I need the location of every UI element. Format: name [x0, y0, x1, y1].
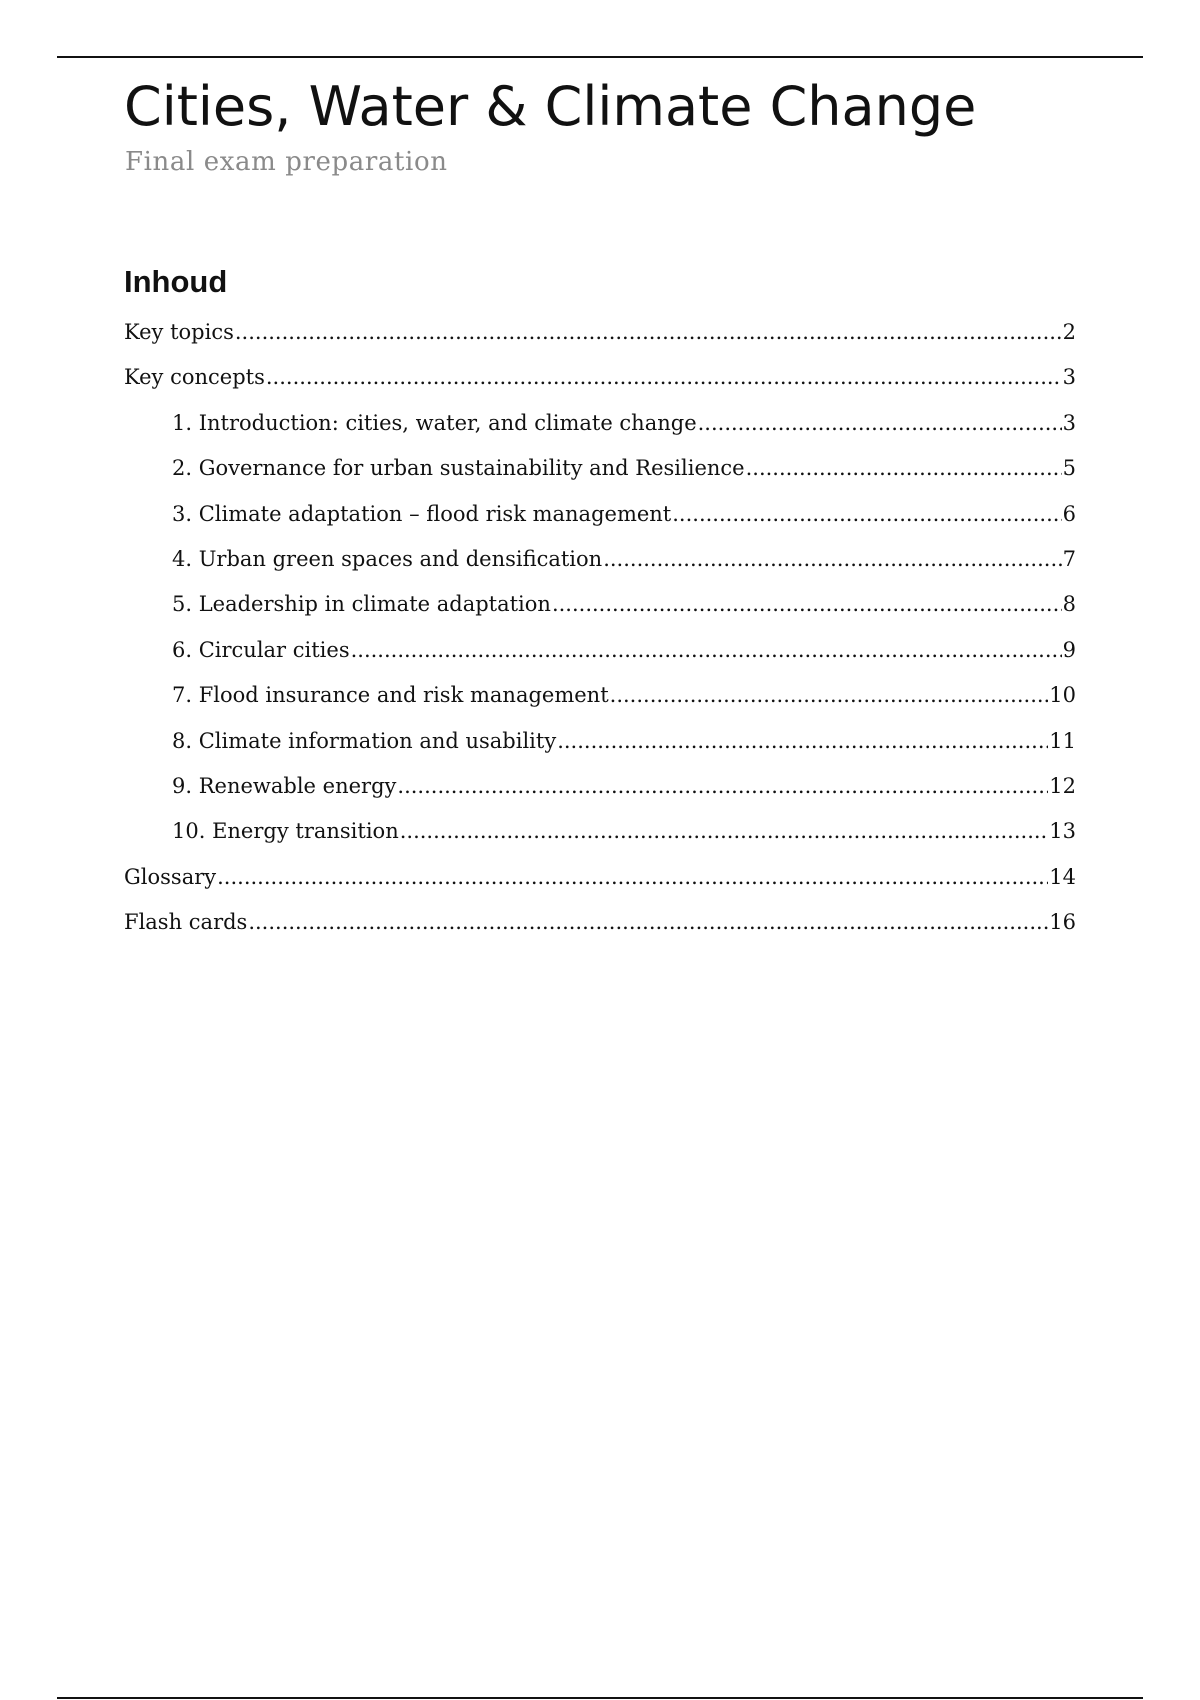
toc-entry-governance[interactable]	[124, 449, 1076, 494]
toc-entry-label: 5. Leadership in climate adaptation	[172, 592, 551, 617]
toc-entry-leadership[interactable]	[124, 585, 1076, 630]
toc-entry-page: 10	[1049, 683, 1076, 708]
toc-entry-page: 7	[1062, 546, 1076, 571]
toc-entry-climate-adaptation[interactable]	[124, 495, 1076, 540]
toc-entry-page: 6	[1062, 501, 1076, 526]
toc-entry-page: 9	[1062, 637, 1076, 662]
toc-entry-label: Glossary	[124, 864, 217, 889]
toc-entry-label: 10. Energy transition	[172, 819, 399, 844]
toc-dot-leader	[397, 767, 1048, 805]
toc-entry-page: 11	[1049, 728, 1076, 753]
toc-entry-glossary[interactable]	[124, 858, 1076, 903]
toc-entry-circular-cities[interactable]	[124, 631, 1076, 676]
toc-dot-leader	[235, 313, 1062, 351]
toc-dot-leader	[217, 858, 1048, 896]
toc-dot-leader	[557, 722, 1048, 760]
toc-entry-page: 13	[1049, 819, 1076, 844]
toc-entry-label: 2. Governance for urban sustainability and Resilience	[172, 456, 745, 481]
toc-entry-introduction[interactable]	[124, 404, 1076, 449]
toc-entry-renewable-energy[interactable]	[124, 767, 1076, 812]
toc-entry-label: 4. Urban green spaces and densification	[172, 546, 603, 571]
toc-entry-label: 3. Climate adaptation – flood risk management	[172, 501, 672, 526]
toc-dot-leader	[610, 676, 1049, 714]
document-title: Cities, Water & Climate Change	[124, 75, 977, 138]
toc-dot-leader	[266, 358, 1062, 396]
toc-entry-page: 8	[1062, 592, 1076, 617]
footer-rule	[57, 1697, 1143, 1699]
toc-entry-label: 7. Flood insurance and risk management	[172, 683, 609, 708]
toc-dot-leader	[552, 585, 1062, 623]
toc-entry-flash-cards[interactable]	[124, 903, 1076, 948]
toc-entry-page: 5	[1062, 456, 1076, 481]
toc-entry-label: 1. Introduction: cities, water, and climate change	[172, 410, 697, 435]
toc-dot-leader	[351, 631, 1062, 669]
document-subtitle: Final exam preparation	[125, 147, 448, 177]
toc-dot-leader	[698, 404, 1062, 442]
toc-heading: Inhoud	[124, 264, 228, 299]
toc-dot-leader	[603, 540, 1061, 578]
toc-entry-flood-insurance[interactable]	[124, 676, 1076, 721]
toc-entry-urban-green-spaces[interactable]	[124, 540, 1076, 585]
toc-entry-key-topics[interactable]	[124, 313, 1076, 358]
toc-entry-label: 6. Circular cities	[172, 637, 350, 662]
toc-entry-label: 9. Renewable energy	[172, 773, 397, 798]
toc-entry-page: 3	[1062, 410, 1076, 435]
header-rule	[57, 56, 1143, 58]
toc-entry-page: 16	[1049, 910, 1076, 935]
toc-entry-label: Flash cards	[124, 910, 248, 935]
toc-entry-page: 2	[1062, 320, 1076, 344]
toc-entry-label: 8. Climate information and usability	[172, 728, 557, 753]
toc-entry-page: 3	[1062, 365, 1076, 390]
table-of-contents	[124, 313, 1076, 948]
toc-entry-climate-information[interactable]	[124, 722, 1076, 767]
toc-dot-leader	[672, 495, 1061, 533]
toc-dot-leader	[400, 812, 1049, 850]
toc-entry-label: Key concepts	[124, 365, 265, 390]
toc-entry-label: Key topics	[124, 320, 234, 344]
toc-entry-page: 14	[1049, 864, 1076, 889]
toc-dot-leader	[248, 903, 1048, 941]
toc-dot-leader	[746, 449, 1062, 487]
toc-entry-key-concepts[interactable]	[124, 358, 1076, 403]
toc-entry-energy-transition[interactable]	[124, 812, 1076, 857]
toc-entry-page: 12	[1049, 773, 1076, 798]
